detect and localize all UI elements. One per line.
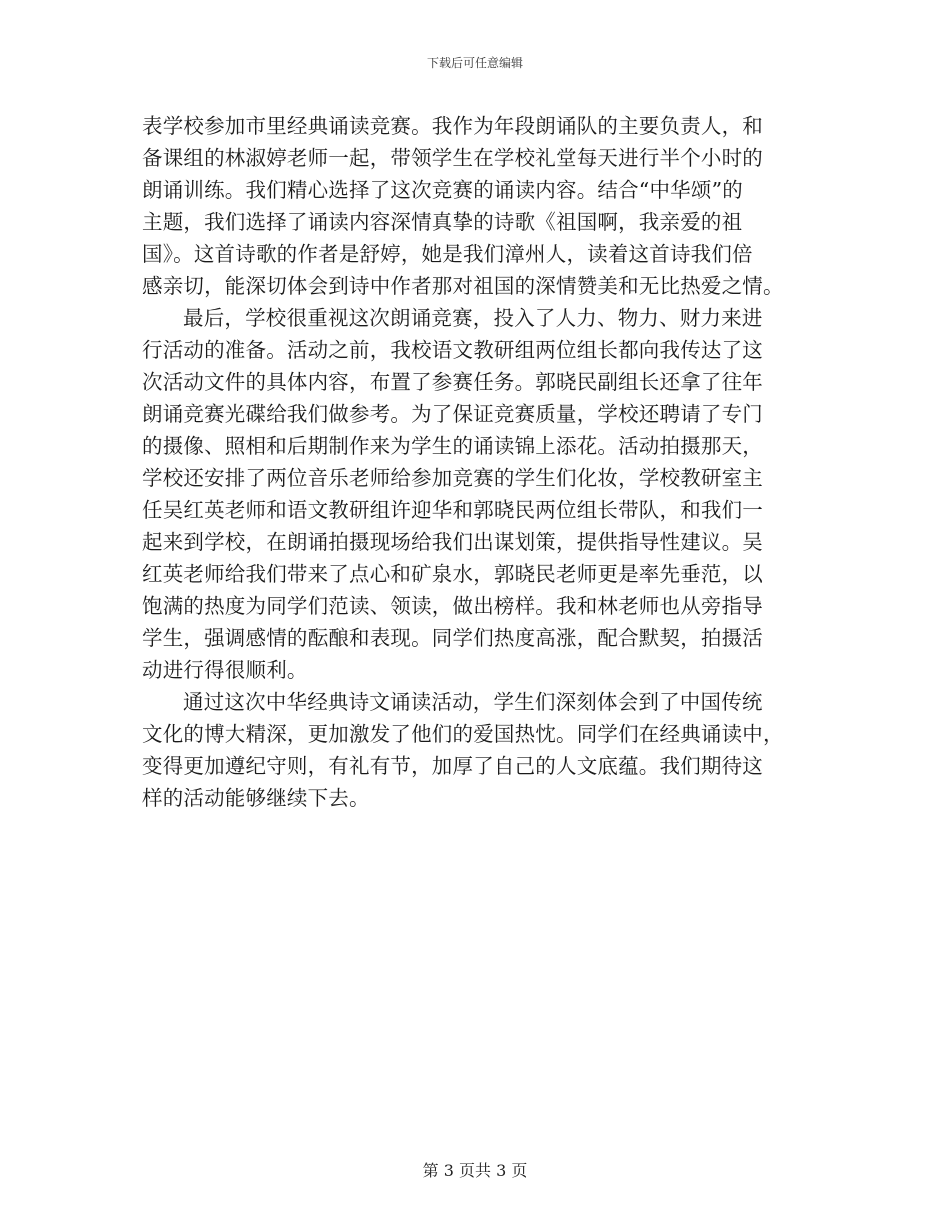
text-line: 朗诵竞赛光碟给我们做参考。为了保证竞赛质量，学校还聘请了专门	[142, 402, 763, 426]
text-line: 次活动文件的具体内容，布置了参赛任务。郭晓民副组长还拿了往年	[142, 370, 763, 394]
page-footer: 第 3 页共 3 页	[422, 1161, 528, 1180]
text-line: 表学校参加市里经典诵读竞赛。我作为年段朗诵队的主要负责人，和	[142, 114, 763, 138]
text-line: 通过这次中华经典诗文诵读活动，学生们深刻体会到了中国传统	[183, 690, 763, 714]
paragraph-2	[142, 302, 810, 686]
text-line: 最后，学校很重视这次朗诵竞赛，投入了人力、物力、财力来进	[183, 306, 763, 330]
text-line: 起来到学校，在朗诵拍摄现场给我们出谋划策，提供指导性建议。吴	[142, 530, 763, 554]
text-line: 任吴红英老师和语文教研组许迎华和郭晓民两位组长带队，和我们一	[142, 498, 763, 522]
text-line: 红英老师给我们带来了点心和矿泉水，郭晓民老师更是率先垂范，以	[142, 562, 763, 586]
text-line: 变得更加遵纪守则，有礼有节，加厚了自己的人文底蕴。我们期待这	[142, 754, 763, 778]
page-header: 下载后可任意编辑	[426, 56, 523, 70]
text-line: 饱满的热度为同学们范读、领读，做出榜样。我和林老师也从旁指导	[142, 594, 763, 618]
text-line: 动进行得很顺利。	[142, 658, 308, 682]
text-line: 样的活动能够继续下去。	[142, 786, 370, 810]
text-line: 学校还安排了两位音乐老师给参加竞赛的学生们化妆，学校教研室主	[142, 466, 763, 490]
paragraph-1	[142, 110, 810, 302]
text-line: 行活动的准备。活动之前，我校语文教研组两位组长都向我传达了这	[142, 338, 763, 362]
text-line: 国》。这首诗歌的作者是舒婷，她是我们漳州人，读着这首诗我们倍	[142, 242, 753, 266]
paragraph-3	[142, 686, 810, 814]
text-line: 主题，我们选择了诵读内容深情真挚的诗歌《祖国啊，我亲爱的祖	[142, 210, 743, 234]
text-line: 备课组的林淑婷老师一起，带领学生在学校礼堂每天进行半个小时的	[142, 146, 763, 170]
document-body	[142, 110, 810, 814]
text-line: 感亲切，能深切体会到诗中作者那对祖国的深情赞美和无比热爱之情。	[142, 274, 784, 298]
text-line: 文化的博大精深，更加激发了他们的爱国热忱。同学们在经典诵读中，	[142, 722, 784, 746]
text-line: 学生，强调感情的酝酿和表现。同学们热度高涨，配合默契，拍摄活	[142, 626, 763, 650]
text-line: 朗诵训练。我们精心选择了这次竞赛的诵读内容。结合“中华颂”的	[142, 178, 743, 202]
text-line: 的摄像、照相和后期制作来为学生的诵读锦上添花。活动拍摄那天，	[142, 434, 763, 458]
